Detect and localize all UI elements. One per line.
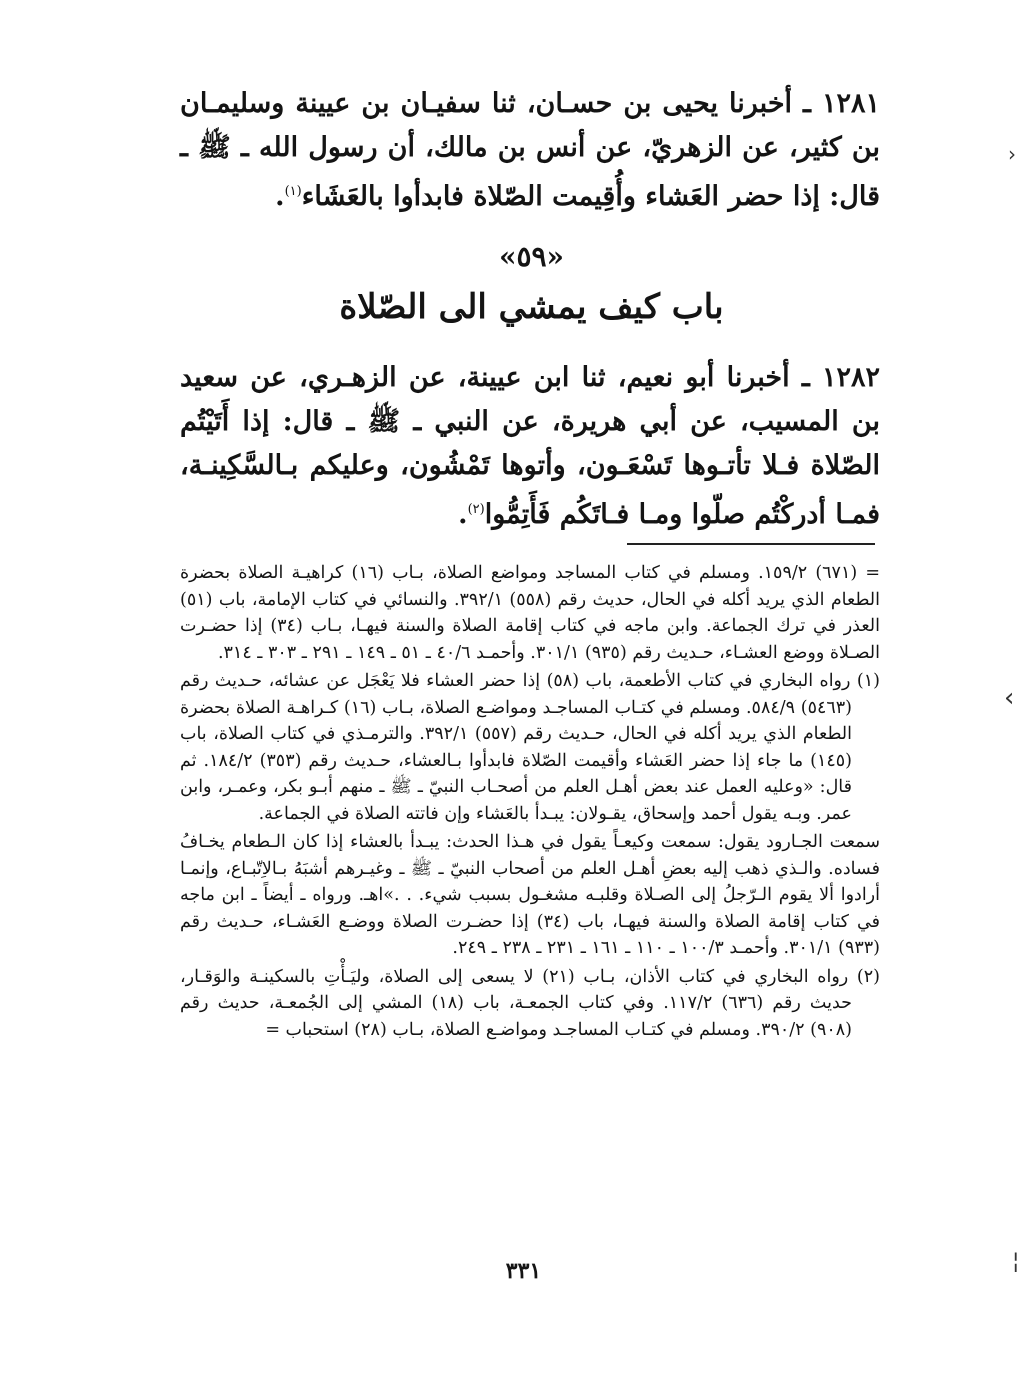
chapter-title: باب كيف يمشي الى الصّلاة	[339, 287, 724, 327]
hadith-1282-end: .	[458, 499, 468, 530]
footnote-2: (٢) رواه البخاري في كتاب الأذان، بـاب (٢١) لا يسعى إلى الصلاة، وليَـأْتِ بالسكينـة والوَقـار، حديث رقم (٦٣٦) ١١٧/٢. وفي كتاب الجمعـة، باب (١٨) المشي إلى الجُمعـة، حديث رقم (٩٠٨) ٣٩٠/٢. ومسلم في كتـاب المساجـد ومواضـع الصلاة، بـاب (٢٨) استحباب =	[180, 966, 880, 1040]
margin-mark-bracket: ‹	[1004, 683, 1015, 713]
footnote-ref-1: (١)	[284, 184, 302, 199]
page-number: ٣٣١	[505, 1258, 542, 1284]
hadith-1281-end: .	[275, 181, 285, 212]
hadith-1281-text: ١٢٨١ ـ أخبرنا يحيى بن حسـان، ثنا سفيـان بن عيينة وسليمـان بن كثير، عن الزهريّ، عن أنس بن مالك، أن رسول الله ـ ﷺ ـ قال: إذا حضر العَشاء وأُقِيمت الصّلاة فابدأوا بالعَشَاء	[180, 88, 880, 212]
footnote-divider	[627, 543, 875, 545]
chapter-number: «٥٩»	[498, 240, 565, 273]
hadith-1282	[180, 356, 880, 537]
footnote-ref-2: (٢)	[467, 502, 485, 517]
footnote-1: (١) رواه البخاري في كتاب الأطعمة، باب (٥٨) إذا حضر العشاء فلا يَعْجَل عن عشائه، حـديث رقم (٥٤٦٣) ٥٨٤/٩. ومسلم في كتـاب المساجـد ومواضـع الصلاة، بـاب (١٦) كـراهـة الصلاة بحضرة الطعام الذي يريد أكله في الحال، حـديث رقم (٥٥٧) ٣٩٢/١. والترمـذي في كتاب الصلاة، باب (١٤٥) ما جاء إذا حضر العَشاء وأقيمت الصّلاة فابدأوا بـالعشاء، حـديث رقم (٣٥٣) ١٨٤/٢. ثم قال: «وعليه العمل عند بعض أهـل العلم من أصحـاب النبيّ ـ ﷺ ـ منهم أبـو بكر، وعمـر، وابن عمر. وبـه يقول أحمد وإسحاق، يقـولان: يبـدأ بالعَشاء وإن فاتته الصلاة في الجماعة.	[180, 671, 880, 824]
footnote-continuation: = (٦٧١) ١٥٩/٢. ومسلم في كتاب المساجد ومواضع الصلاة، بـاب (١٦) كراهيـة الصلاة بحضرة الطعام الذي يريد أكله في الحال، حديث رقم (٥٥٨) ٣٩٢/١. والنسائي في كتاب الإمامة، باب (٥١) العذر في ترك الجماعة. وابن ماجه في كتاب إقامة الصلاة والسنة فيهـا، بـاب (٣٤) إذا حضـرت الصـلاة ووضع العشـاء، حـديث رقم (٩٣٥) ٣٠١/١. وأحمـد ٤٠/٦ ـ ٥١ ـ ١٤٩ ـ ٢٩١ ـ ٣٠٣ ـ ٣١٤.	[180, 563, 881, 663]
footnote-1-continued: سمعت الجـارود يقول: سمعت وكيعـاً يقول في هـذا الحدث: يبـدأ بالعشاء إذا كان الـطعام يخـافُ فساده. والـذي ذهب إليه بعضِ أهـل العلم من أصحاب النبيّ ـ ﷺ ـ وغيـرهم أشبَهُ بـالاِتّبـاع، وإنمـا أرادوا ألا يقوم الـرّجلُ إلى الصـلاة وقلبـه مشغـول بسبب شيء. . .»اهـ. ورواه ـ أيضاً ـ ابن ماجه في كتاب إقامة الصلاة والسنة فيهـا، باب (٣٤) إذا حضـرت الصلاة ووضـع العَشـاء، حـديث رقم (٩٣٣) ٣٠١/١. وأحمـد ١٠٠/٣ ـ ١١٠ ـ ١٦١ ـ ٢٣١ ـ ٢٣٨ ـ ٢٤٩.	[180, 832, 880, 958]
margin-mark-edge: ¦	[1012, 1249, 1020, 1274]
footnotes	[180, 560, 880, 1045]
hadith-1282-text: ١٢٨٢ ـ أخبرنا أبو نعيم، ثنا ابن عيينة، عن الزهـري، عن سعيد بن المسيب، عن أبي هريرة، عن النبي ـ ﷺ ـ قال: إذا أَتَيْتُم الصّلاة فـلا تأتـوها تَسْعَـون، وأتوها تَمْشُون، وعليكم بـالسَّكِينـة، فمـا أدركْتُم صلّوا ومـا فـاتَكُم فَأَتِمُّوا	[180, 362, 880, 530]
hadith-1281	[180, 82, 880, 219]
margin-mark-arrow: ›	[1008, 142, 1016, 166]
